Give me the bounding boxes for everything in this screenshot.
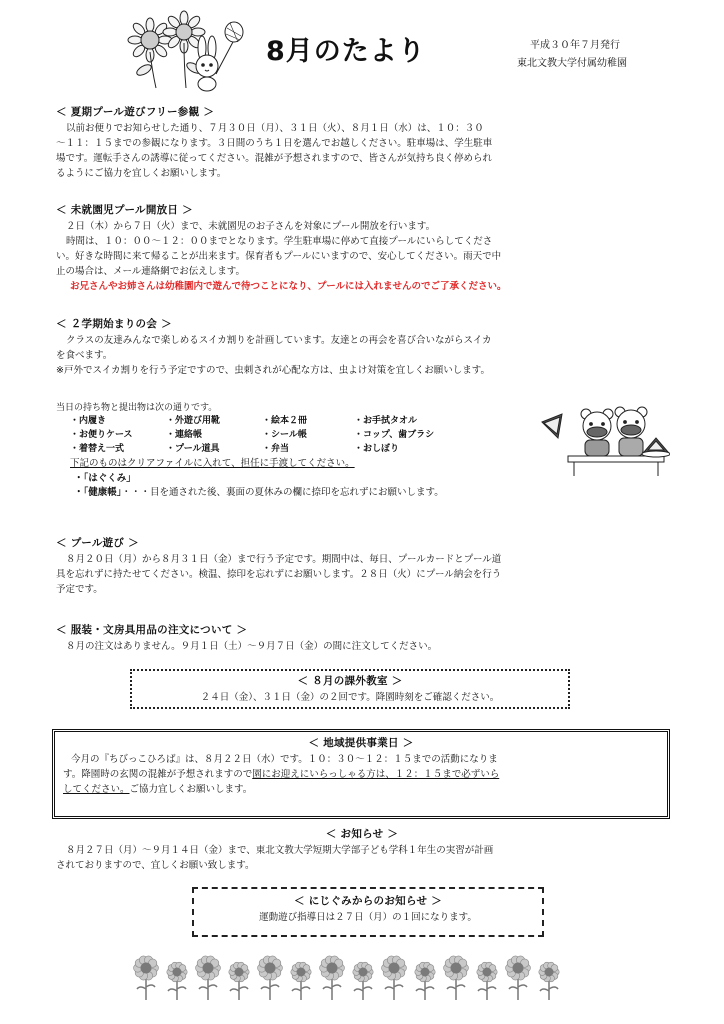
box-nijigumi-notice [192,887,544,937]
section-term-start [56,316,668,378]
item: ・コップ、歯ブラシ [354,430,435,441]
items-row [70,429,576,443]
text-line-underlined: してください。 [63,783,130,795]
item: ・お手拭タオル [354,416,418,427]
item: ・おしぼり [354,444,400,455]
text-line: ８月２０日（月）から８月３１日（金）まで行う予定です。期間中は、毎日、プールカードとプール道 [66,553,502,565]
sunflower-icon [134,956,159,1000]
text-line [63,767,659,782]
section-pool-play [56,535,668,597]
box-heading: ＜ 地域提供事業日 ＞ [308,737,414,749]
text-line: ～１１：１５までの参観になります。３日間のうち１日を選んでお越しください。駐車場は、学生駐車 [56,137,493,149]
item: ・着替え一式 [70,444,125,455]
sunflower-icon [291,962,311,1000]
sunflower-icon [444,956,469,1000]
text-line-underlined: 園にお迎えにいらっしゃる方は、１２：１５まで必ずいら [252,768,500,780]
text-line: 今月の『ちびっこひろば』は、８月２２日（水）です。１０：３０～１２：１５までの活動になりま [71,753,498,765]
sunflower-icon [382,956,407,1000]
text-line-start: す。降園時の玄関の混雑が予想されますので [63,768,253,780]
sunflower-bunny-illustration [126,10,246,94]
warning-text: お兄さんやお姉さんは幼稚園内で遊んで待つことになり、プールには入れませんのでご了承ください。 [70,280,507,292]
sunflower-icon [229,962,249,1000]
section-summer-pool-observation [56,104,668,181]
section-notice [56,826,668,873]
item: ・連絡帳 [166,430,203,441]
school-name: 東北文教大学付属幼稚園 [517,58,627,69]
items-list [56,401,576,501]
section-heading: ＜ ２学期始まりの会 ＞ [56,318,172,330]
issue-date: 平成３０年７月発行 [530,40,620,51]
clear-file-note: 下記のものはクリアファイルに入れて、担任に手渡してください。 [70,458,355,470]
text-line: 止の場合は、メール連絡網でお伝えします。 [56,265,246,277]
text-line: 具を忘れずに持たせてください。検温、捺印を忘れずにお願いします。２８日（火）にプール納会を行う [56,568,502,580]
box-heading: ＜ にじぐみからのお知らせ ＞ [294,895,442,907]
item: ・シール帳 [262,430,307,441]
extra-item: ・「はぐくみ」 [74,472,136,484]
box-text: 運動遊び指導日は２７日（月）の１回になります。 [259,911,477,923]
sunflower-icon [506,956,531,1000]
section-heading: ＜ プール遊び ＞ [56,537,139,549]
watermelon-bears-illustration [540,392,670,478]
extra-item-text: ・・・目を通された後、裏面の夏休みの欄に捺印を忘れずにお願いします。 [121,487,444,499]
sunflower-icon [539,962,559,1000]
page-title: 8月のたより [266,36,426,67]
item: ・プール道具 [166,444,220,455]
sunflower-icon [167,962,187,1000]
sunflower-icon [320,956,345,1000]
section-pool-open-day [56,202,668,294]
sunflower-icon [415,962,435,1000]
extra-item-health [70,486,576,501]
items-intro: 当日の持ち物と提出物は次の通りです。 [56,403,218,413]
sunflower-icon [477,962,497,1000]
sunflower-icon [353,962,373,1000]
box-text: ２４日（金）、３１日（金）の２回です。降園時刻をご確認ください。 [200,691,500,703]
sunflower-icon [258,956,283,1000]
text-line: されておりますので、宜しくお願い致します。 [56,859,255,871]
text-line: ８月の注文はありません。９月１日（土）～９月７日（金）の間に注文してください。 [66,640,438,652]
box-extracurricular [130,669,570,709]
text-line: 場です。運転手さんの誘導に従ってください。混雑が予想されますので、皆さんが気持ち良く停められ [56,152,493,164]
item: ・お便りケース [70,430,133,441]
text-line: を食べます。 [56,349,113,361]
sunflower-icon [196,956,221,1000]
section-uniform-order [56,622,668,654]
text-line: ８月２７日（月）～９月１４日（金）まで、東北文教大学短期大学部子ども学科１年生の実習が計画 [66,844,494,856]
box-community-day [52,729,670,819]
text-line: 時間は、１０：００～１２：００までとなります。学生駐車場に停めて直接プールにいらしてくださ [66,235,493,247]
section-heading: ＜ 服装・文房具用品の注文について ＞ [56,624,248,636]
text-line: ※戸外でスイカ割りを行う予定ですので、虫刺されが心配な方は、虫よけ対策を宜しくお願いします。 [56,364,491,376]
item: ・内履き [70,416,107,427]
item: ・外遊び用靴 [166,416,221,427]
extra-item-label: ・「健康帳」 [74,487,122,499]
text-line [63,782,659,797]
text-line-end: ご協力宜しくお願いします。 [129,783,253,795]
box-heading: ＜ ８月の課外教室 ＞ [297,675,403,687]
item: ・弁当 [262,444,290,455]
text-line: ２日（木）から７日（火）まで、未就園児のお子さんを対象にプール開放を行います。 [66,220,436,232]
sunflower-border [130,952,570,1002]
text-line: 予定です。 [56,583,103,595]
text-line: るようにご協力を宜しくお願いします。 [56,167,227,179]
item: ・絵本２冊 [262,416,308,427]
text-line: 以前お便りでお知らせした通り、７月３０日（月）、３１日（火）、８月１日（水）は、１０：３０ [66,122,484,134]
items-row [70,443,576,457]
section-heading: ＜ お知らせ ＞ [325,828,399,840]
section-heading: ＜ 夏期プール遊びフリー参観 ＞ [56,106,215,118]
text-line: クラスの友達みんなで楽しめるスイカ割りを計画しています。友達との再会を喜び合いながらスイカ [66,334,492,346]
section-heading: ＜ 未就園児プール開放日 ＞ [56,204,193,216]
items-row [70,415,576,429]
text-line: い。好きな時間に来て帰ることが出来ます。保育者もプールにいますので、安心してください。雨天で中 [56,250,502,262]
